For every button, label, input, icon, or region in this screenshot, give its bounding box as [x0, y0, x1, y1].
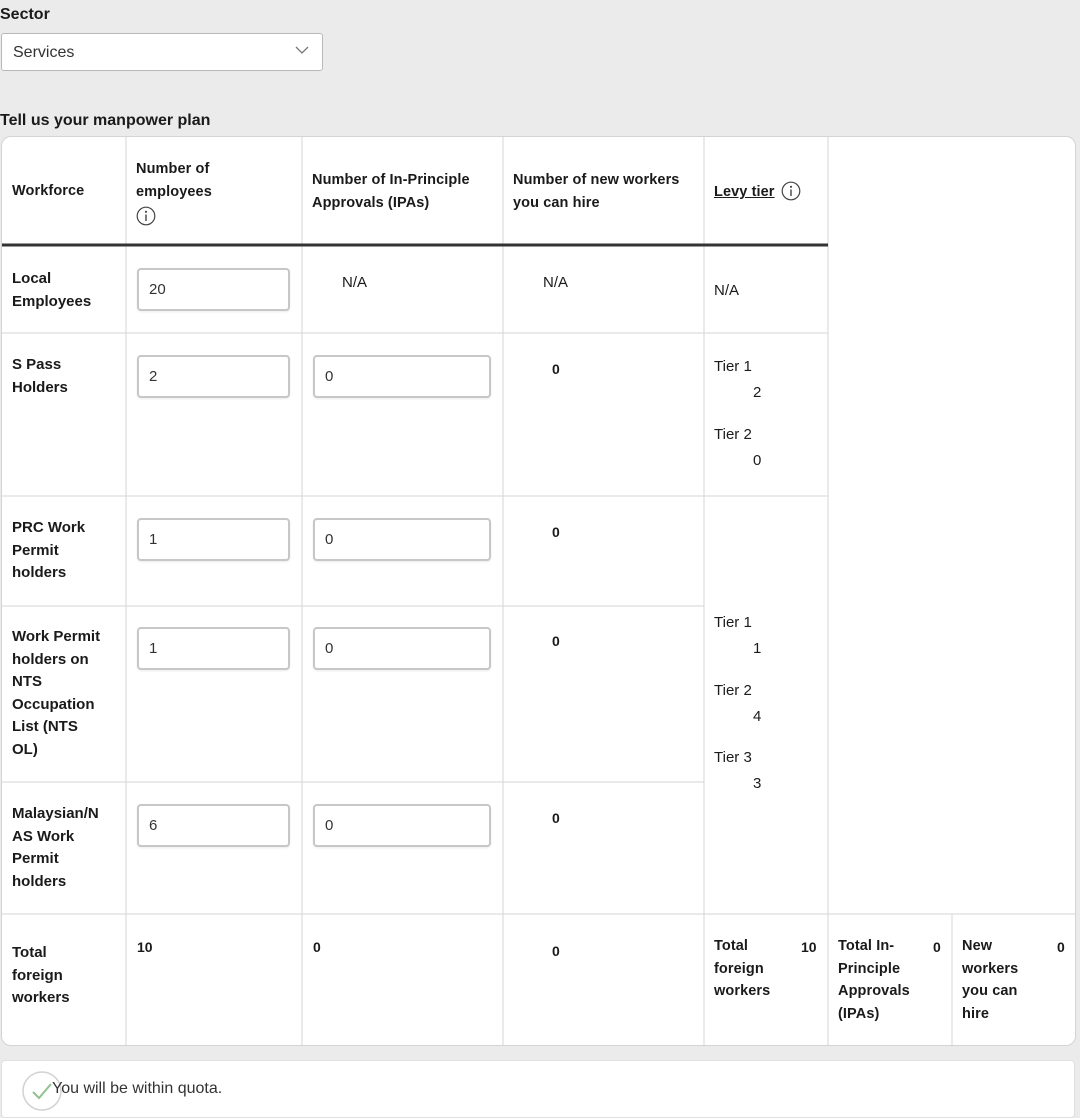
s-pass-new-workers-value: 0 [552, 361, 560, 377]
s-pass-ipas-input[interactable] [313, 355, 491, 398]
wp-tier-label: Tier 2 [714, 682, 752, 699]
summary-new-workers-value: 0 [1057, 939, 1065, 955]
local-ipas-value: N/A [342, 274, 368, 291]
quota-message: You will be within quota. [52, 1080, 223, 1097]
s-pass-tier-value: 0 [753, 452, 762, 469]
levy-tier-link[interactable]: Levy tier [714, 184, 775, 200]
header-ipas: Number of In-Principle Approvals (IPAs) [312, 172, 470, 211]
total-new-workers-value: 0 [552, 943, 560, 959]
local-levy-value: N/A [714, 282, 740, 299]
manpower-plan-table [1, 136, 1076, 1046]
wp-tier-label: Tier 3 [714, 749, 752, 766]
summary-total-foreign-workers-label: Total foreign workers [714, 938, 771, 999]
wp-tier-value: 3 [753, 775, 762, 792]
s-pass-tier-value: 2 [753, 384, 762, 401]
total-ipas-value: 0 [313, 939, 321, 955]
local-new-workers-value: N/A [543, 274, 569, 291]
wp-tier-label: Tier 1 [714, 614, 752, 631]
header-new-workers: Number of new workers you can hire [513, 172, 680, 211]
info-icon[interactable] [781, 181, 801, 201]
summary-total-ipas-label: Total In- Principle Approvals (IPAs) [838, 938, 910, 1022]
row-label-malaysian-nas: Malaysian/N AS Work Permit holders [12, 805, 99, 890]
sector-select[interactable] [1, 33, 323, 71]
manpower-plan-title: Tell us your manpower plan [0, 112, 211, 129]
row-label-local-employees: Local Employees [12, 270, 92, 310]
header-employees: Number of employees [136, 161, 212, 200]
chevron-down-icon [294, 42, 310, 58]
prc-employees-input[interactable] [137, 518, 290, 561]
malaysian-new-workers-value: 0 [552, 810, 560, 826]
header-workforce: Workforce [12, 183, 85, 199]
sector-label: Sector [0, 6, 50, 23]
summary-total-foreign-workers-value: 10 [801, 939, 817, 955]
local-employees-input[interactable] [137, 268, 290, 311]
wp-tier-value: 4 [753, 708, 762, 725]
prc-new-workers-value: 0 [552, 524, 560, 540]
row-label-s-pass-holders: S Pass Holders [12, 356, 68, 396]
malaysian-ipas-input[interactable] [313, 804, 491, 847]
nts-employees-input[interactable] [137, 627, 290, 670]
sector-selected-value: Services [13, 44, 75, 61]
info-icon[interactable] [136, 206, 156, 226]
prc-ipas-input[interactable] [313, 518, 491, 561]
s-pass-employees-input[interactable] [137, 355, 290, 398]
malaysian-employees-input[interactable] [137, 804, 290, 847]
s-pass-tier-label: Tier 2 [714, 426, 752, 443]
row-label-nts-ol: Work Permit holders on NTS Occupation List (NTS OL) [12, 628, 101, 758]
wp-tier-value: 1 [753, 640, 762, 657]
row-label-total-foreign-workers: Total foreign workers [12, 944, 70, 1006]
total-employees-value: 10 [137, 939, 153, 955]
s-pass-tier-label: Tier 1 [714, 358, 752, 375]
row-label-prc-work-permit: PRC Work Permit holders [12, 519, 86, 581]
nts-new-workers-value: 0 [552, 633, 560, 649]
summary-total-ipas-value: 0 [933, 939, 941, 955]
nts-ipas-input[interactable] [313, 627, 491, 670]
summary-new-workers-label: New workers you can hire [962, 938, 1019, 1022]
